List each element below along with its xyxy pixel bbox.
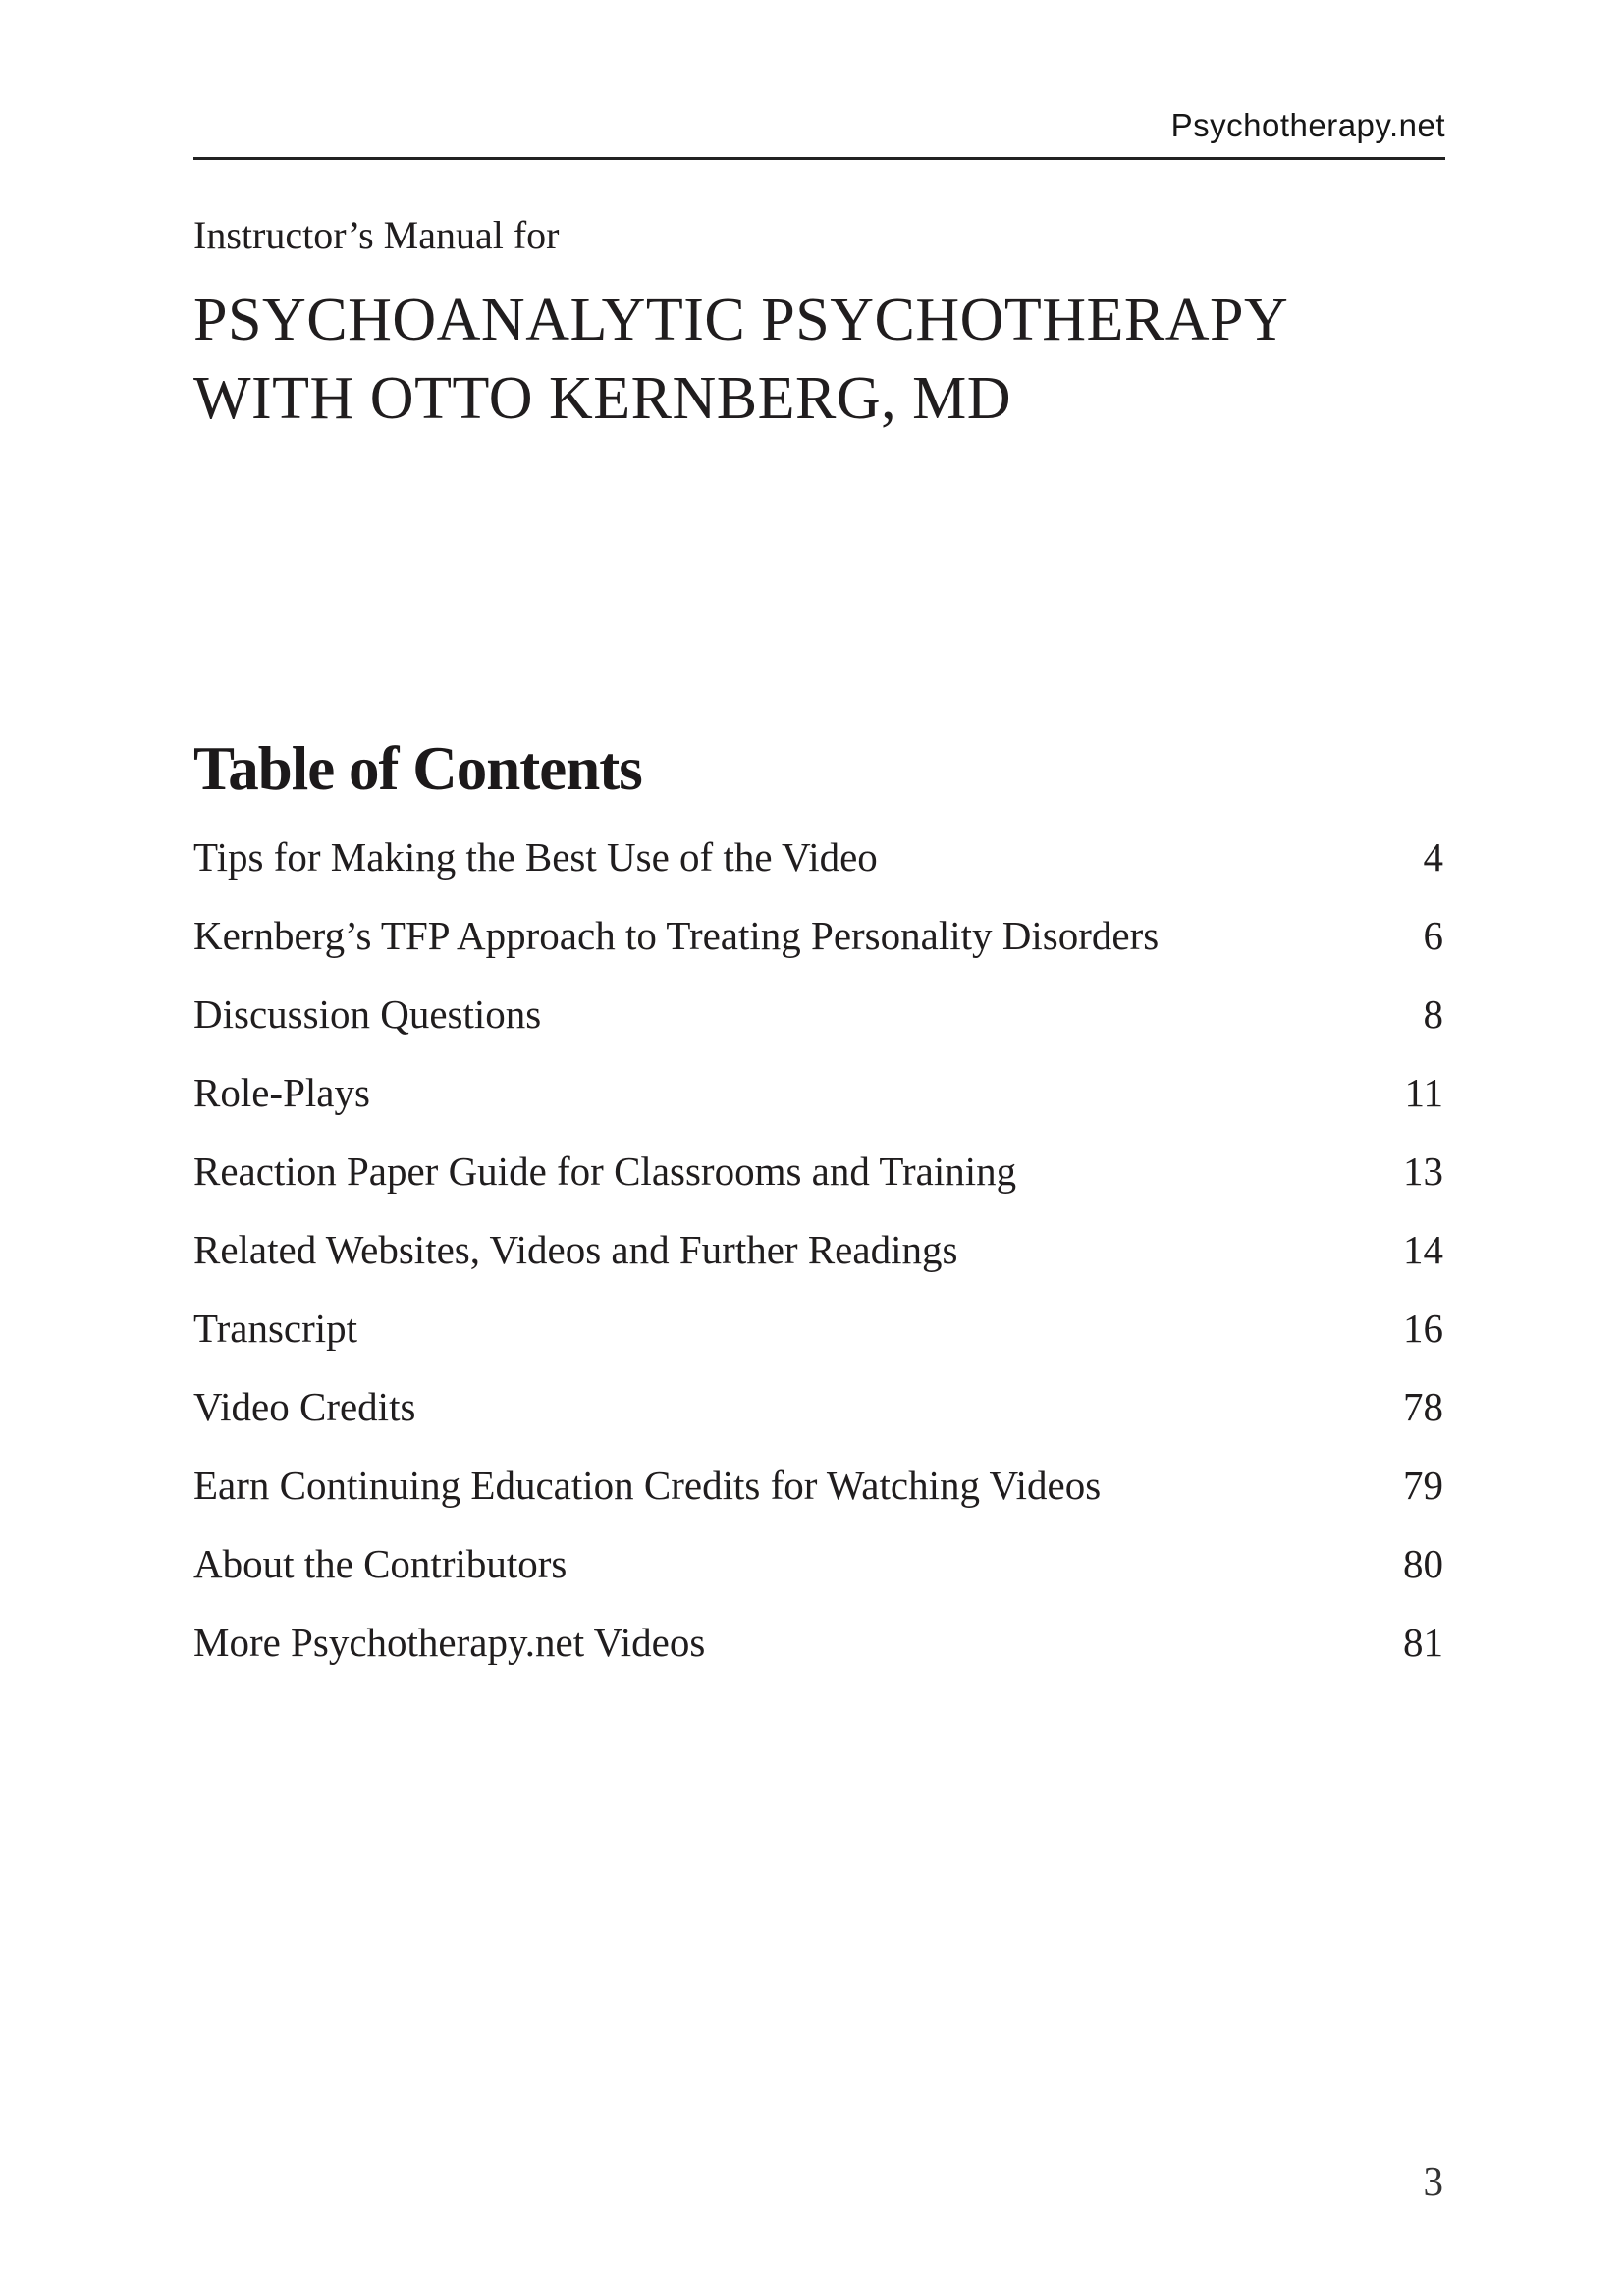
toc-entry-title: Earn Continuing Education Credits for Watching Videos [193,1463,1102,1508]
toc-entry-title: Tips for Making the Best Use of the Video [193,834,878,880]
document-title-line2: WITH OTTO KERNBERG, MD [193,365,1012,432]
toc-entry-title: Kernberg’s TFP Approach to Treating Personality Disorders [193,913,1160,958]
toc-entry-page: 13 [1403,1148,1443,1194]
toc-entry-page: 81 [1403,1620,1443,1665]
document-title-line1: PSYCHOANALYTIC PSYCHOTHERAPY [193,287,1289,353]
toc-entry-page: 11 [1404,1070,1443,1115]
toc-entry-page: 79 [1403,1463,1443,1508]
manual-kicker: Instructor’s Manual for [193,213,560,257]
toc-entry-page: 8 [1423,991,1443,1037]
toc-entry-title: About the Contributors [193,1541,568,1586]
toc-entry[interactable] [193,1225,1443,1274]
toc-entry-page: 6 [1423,913,1443,958]
toc-entry[interactable] [193,1068,1443,1117]
toc-entry-page: 80 [1403,1541,1443,1586]
toc-entry-title: Reaction Paper Guide for Classrooms and Training [193,1148,1017,1194]
toc-entry-page: 78 [1403,1384,1443,1429]
toc-entry[interactable] [193,1618,1443,1667]
toc-entry[interactable] [193,911,1443,960]
toc-entry[interactable] [193,1304,1443,1353]
toc-entry-title: Video Credits [193,1384,416,1429]
toc-entry-title: More Psychotherapy.net Videos [193,1620,706,1665]
toc-entry-page: 16 [1403,1306,1443,1351]
toc-entry-page: 14 [1403,1227,1443,1272]
toc-entry-title: Role-Plays [193,1070,370,1115]
toc-entry-title: Discussion Questions [193,991,542,1037]
toc-heading: Table of Contents [193,734,642,803]
toc-entry[interactable] [193,1147,1443,1196]
toc-entry-page: 4 [1423,834,1443,880]
toc-entry-title: Related Websites, Videos and Further Readings [193,1227,958,1272]
toc-entry-title: Transcript [193,1306,358,1351]
document-title [193,281,1460,438]
toc-entry[interactable] [193,1461,1443,1510]
header-rule [193,157,1445,160]
brand-header: Psychotherapy.net [1170,107,1445,143]
toc-entry[interactable] [193,1382,1443,1431]
toc-entry[interactable] [193,1539,1443,1588]
toc-entry[interactable] [193,832,1443,881]
page-number: 3 [1423,2159,1443,2204]
toc-entry[interactable] [193,989,1443,1039]
toc-list [193,832,1443,1667]
